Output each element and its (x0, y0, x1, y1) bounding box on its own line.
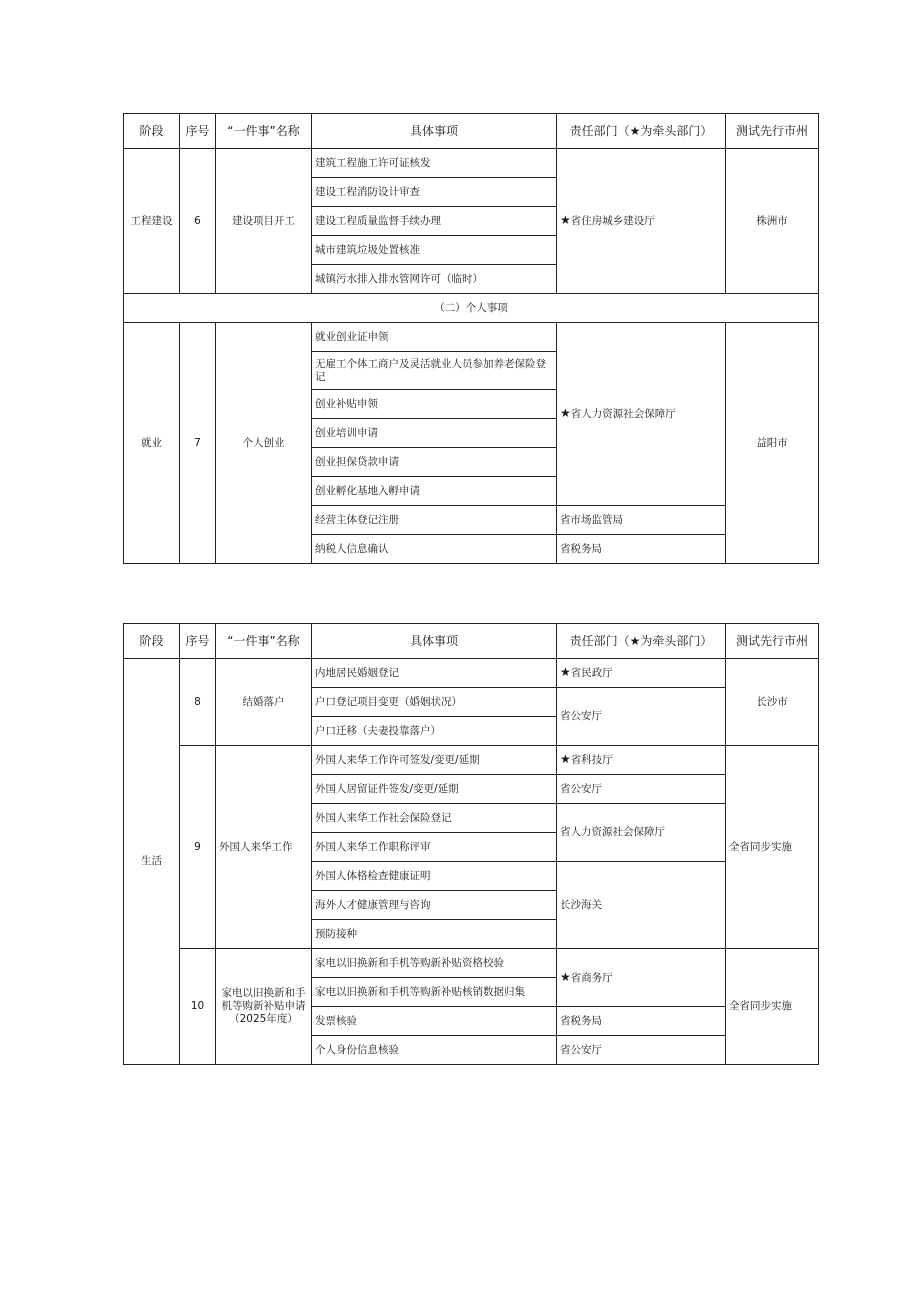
stage-cell: 工程建设 (124, 149, 180, 294)
item-cell: 经营主体登记注册 (312, 506, 557, 535)
header-name: “一件事”名称 (216, 114, 312, 149)
section-title: （二）个人事项 (124, 294, 819, 323)
star-icon: ★ (560, 665, 571, 679)
dept-label: 省商务厅 (570, 971, 613, 984)
header-seq: 序号 (180, 624, 216, 659)
dept-cell: 长沙海关 (557, 862, 726, 949)
dept-cell: 省税务局 (557, 1007, 726, 1036)
stage-cell: 生活 (124, 659, 180, 1065)
star-icon: ★ (560, 213, 571, 227)
item-cell: 外国人来华工作许可签发/变更/延期 (312, 746, 557, 775)
city-cell: 株洲市 (726, 149, 819, 294)
table-row (124, 149, 819, 178)
matter-name-cell: 建设项目开工 (216, 149, 312, 294)
dept-cell (557, 149, 726, 294)
item-cell: 个人身份信息核验 (312, 1036, 557, 1065)
table-header-row (124, 624, 819, 659)
table-row (124, 323, 819, 352)
item-cell: 创业孵化基地入孵申请 (312, 477, 557, 506)
item-cell: 创业补贴申领 (312, 390, 557, 419)
item-cell: 城镇污水排入排水管网许可（临时） (312, 265, 557, 294)
matters-table-1 (123, 113, 819, 564)
item-cell: 外国人来华工作社会保险登记 (312, 804, 557, 833)
matter-name-cell: 家电以旧换新和手机等购新补贴申请（2025年度） (216, 949, 312, 1065)
item-cell: 家电以旧换新和手机等购新补贴核销数据归集 (312, 978, 557, 1007)
header-city: 测试先行市州 (726, 114, 819, 149)
star-icon: ★ (560, 969, 571, 984)
item-cell: 内地居民婚姻登记 (312, 659, 557, 688)
dept-cell (557, 323, 726, 506)
header-items: 具体事项 (312, 624, 557, 659)
header-items: 具体事项 (312, 114, 557, 149)
header-city: 测试先行市州 (726, 624, 819, 659)
dept-cell: 省市场监管局 (557, 506, 726, 535)
item-cell: 家电以旧换新和手机等购新补贴资格校验 (312, 949, 557, 978)
matters-table-2 (123, 623, 819, 1065)
item-cell: 无雇工个体工商户及灵活就业人员参加养老保险登记 (312, 352, 557, 390)
item-cell: 发票核验 (312, 1007, 557, 1036)
header-stage: 阶段 (124, 624, 180, 659)
dept-cell: 省公安厅 (557, 688, 726, 746)
header-dept: 责任部门（★为牵头部门） (557, 114, 726, 149)
dept-cell: 省人力资源社会保障厅 (557, 804, 726, 862)
item-cell: 就业创业证申领 (312, 323, 557, 352)
item-cell: 预防接种 (312, 920, 557, 949)
item-cell: 户口迁移（夫妻投靠落户） (312, 717, 557, 746)
header-seq: 序号 (180, 114, 216, 149)
dept-label: 省人力资源社会保障厅 (570, 408, 676, 420)
item-cell: 创业担保贷款申请 (312, 448, 557, 477)
stage-cell: 就业 (124, 323, 180, 564)
star-icon: ★ (560, 406, 571, 420)
dept-cell: 省公安厅 (557, 1036, 726, 1065)
item-cell: 创业培训申请 (312, 419, 557, 448)
header-dept: 责任部门（★为牵头部门） (557, 624, 726, 659)
table-row (124, 746, 819, 775)
dept-cell (557, 746, 726, 775)
item-cell: 外国人来华工作职称评审 (312, 833, 557, 862)
matter-name-cell: 外国人来华工作 (216, 746, 312, 949)
table-row (124, 659, 819, 688)
item-cell: 外国人居留证件签发/变更/延期 (312, 775, 557, 804)
seq-cell: 6 (180, 149, 216, 294)
dept-label: 省民政厅 (570, 667, 613, 679)
item-cell: 海外人才健康管理与咨询 (312, 891, 557, 920)
table-row (124, 949, 819, 978)
table-header-row (124, 114, 819, 149)
item-cell: 外国人体格检查健康证明 (312, 862, 557, 891)
city-cell: 长沙市 (726, 659, 819, 746)
seq-cell: 9 (180, 746, 216, 949)
item-cell: 户口登记项目变更（婚姻状况） (312, 688, 557, 717)
matter-name-cell: 结婚落户 (216, 659, 312, 746)
section-row (124, 294, 819, 323)
item-cell: 城市建筑垃圾处置核准 (312, 236, 557, 265)
dept-label: 省科技厅 (570, 754, 613, 766)
star-icon: ★ (560, 752, 571, 766)
dept-cell: 省税务局 (557, 535, 726, 564)
city-cell: 益阳市 (726, 323, 819, 564)
seq-cell: 10 (180, 949, 216, 1065)
item-cell: 纳税人信息确认 (312, 535, 557, 564)
seq-cell: 7 (180, 323, 216, 564)
city-cell: 全省同步实施 (726, 746, 819, 949)
city-cell: 全省同步实施 (726, 949, 819, 1065)
dept-cell: 省公安厅 (557, 775, 726, 804)
dept-cell (557, 949, 726, 1007)
item-cell: 建筑工程施工许可证核发 (312, 149, 557, 178)
item-cell: 建设工程质量监督手续办理 (312, 207, 557, 236)
matter-name-cell: 个人创业 (216, 323, 312, 564)
seq-cell: 8 (180, 659, 216, 746)
dept-cell (557, 659, 726, 688)
item-cell: 建设工程消防设计审查 (312, 178, 557, 207)
dept-label: 省住房城乡建设厅 (570, 215, 655, 227)
header-name: “一件事”名称 (216, 624, 312, 659)
header-stage: 阶段 (124, 114, 180, 149)
